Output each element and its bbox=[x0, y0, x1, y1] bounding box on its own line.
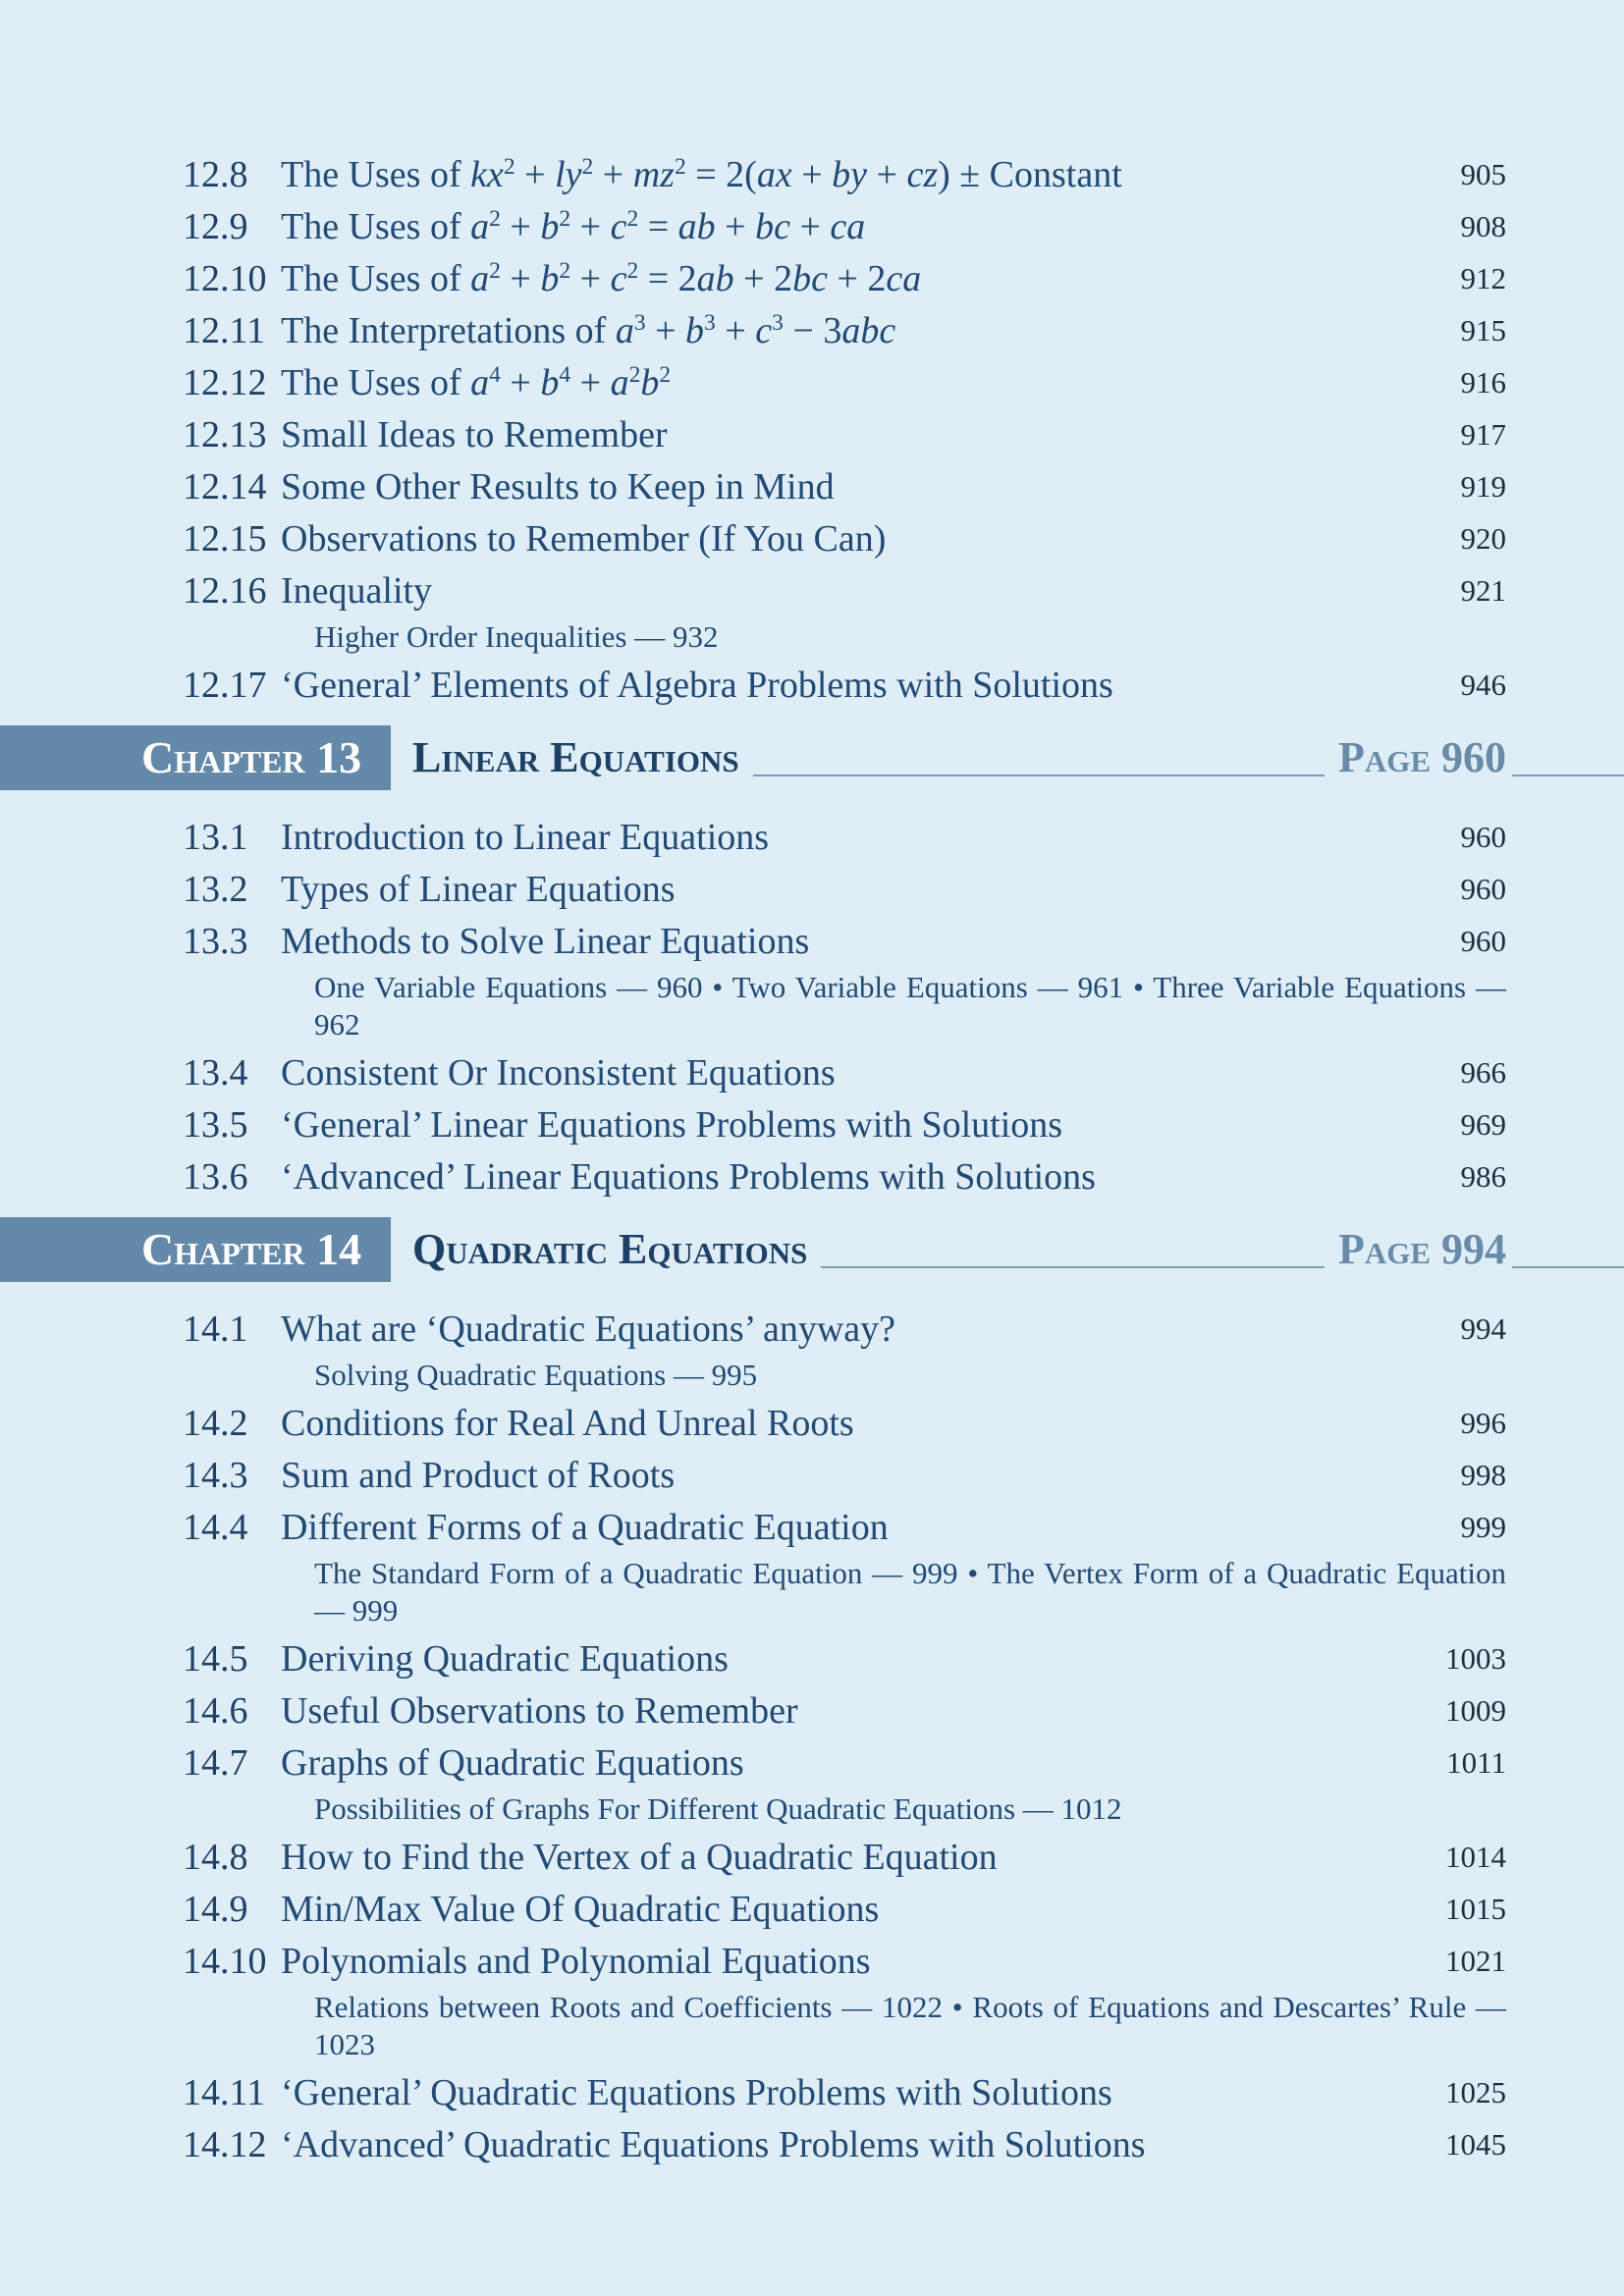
toc-entry bbox=[0, 658, 1624, 710]
section-title: ‘Advanced’ Quadratic Equations Problems with Solutions bbox=[281, 2124, 1146, 2165]
section-number: 12.8 bbox=[183, 154, 248, 195]
page-number: 994 bbox=[1460, 1311, 1506, 1346]
section-title: Polynomials and Polynomial Equations bbox=[281, 1941, 871, 1982]
chapter-14-page: Page 994 bbox=[1337, 1225, 1506, 1273]
section-number: 13.4 bbox=[183, 1052, 248, 1094]
section-title: How to Find the Vertex of a Quadratic Equation bbox=[281, 1837, 998, 1878]
page-number: 917 bbox=[1460, 417, 1506, 452]
section-number: 12.9 bbox=[183, 206, 248, 247]
section-number: 12.12 bbox=[183, 362, 267, 403]
page-number: 960 bbox=[1460, 872, 1506, 906]
section-number: 12.13 bbox=[183, 414, 267, 455]
section-title: The Uses of $a^2 + b^2 + c^2 = 2ab + 2bc + 2ca$ bbox=[281, 258, 922, 299]
toc-entry bbox=[0, 1500, 1624, 1631]
toc-entry bbox=[0, 1683, 1624, 1735]
toc-entry bbox=[0, 147, 1624, 199]
section-title: Introduction to Linear Equations bbox=[281, 817, 770, 858]
page-number: 986 bbox=[1460, 1159, 1506, 1194]
page-number: 920 bbox=[1460, 521, 1506, 556]
section-title: Observations to Remember (If You Can) bbox=[281, 518, 887, 560]
toc-entry bbox=[0, 303, 1624, 355]
chapter-14-rule bbox=[821, 1266, 1325, 1268]
page-number: 919 bbox=[1460, 469, 1506, 504]
toc-entry bbox=[0, 1396, 1624, 1448]
section-number: 14.6 bbox=[183, 1690, 248, 1732]
section-title: ‘General’ Elements of Algebra Problems with Solutions bbox=[281, 665, 1113, 706]
section-number: 14.3 bbox=[183, 1455, 248, 1496]
page-number: 1003 bbox=[1445, 1641, 1506, 1676]
page-number: 946 bbox=[1460, 667, 1506, 702]
page-number: 908 bbox=[1460, 209, 1506, 243]
section-number: 14.1 bbox=[183, 1308, 248, 1350]
section-number: 13.1 bbox=[183, 817, 248, 858]
section-title: What are ‘Quadratic Equations’ anyway? bbox=[281, 1308, 895, 1350]
page-number: 966 bbox=[1460, 1055, 1506, 1090]
section-title: Sum and Product of Roots bbox=[281, 1455, 676, 1496]
page-number: 915 bbox=[1460, 313, 1506, 347]
page-number: 1025 bbox=[1445, 2075, 1506, 2109]
section-title: The Interpretations of $a^3 + b^3 + c^3 - 3abc$ bbox=[281, 310, 896, 351]
page-number: 999 bbox=[1460, 1510, 1506, 1544]
page-number: 1015 bbox=[1445, 1892, 1506, 1926]
section-title: Types of Linear Equations bbox=[281, 869, 676, 910]
subsection-list: Solving Quadratic Equations — 995 bbox=[314, 1358, 758, 1392]
subsection-list: Relations between Roots and Coefficients — 1022 • Roots of Equations and Descartes’ Rule — 1023 bbox=[314, 1990, 1506, 2061]
section-number: 12.14 bbox=[183, 466, 267, 507]
subsection-list: Possibilities of Graphs For Different Quadratic Equations — 1012 bbox=[314, 1791, 1122, 1826]
chapter-14-title: Quadratic Equations bbox=[412, 1225, 808, 1273]
section-number: 14.2 bbox=[183, 1403, 248, 1444]
section-number: 14.5 bbox=[183, 1638, 248, 1680]
page-number: 998 bbox=[1460, 1458, 1506, 1492]
toc-entry bbox=[0, 1302, 1624, 1396]
section-number: 14.4 bbox=[183, 1507, 248, 1548]
chapter-13-rule-right bbox=[1512, 774, 1624, 776]
toc-entry bbox=[0, 459, 1624, 511]
section-title: Methods to Solve Linear Equations bbox=[281, 921, 810, 962]
toc-entry bbox=[0, 199, 1624, 251]
page-number: 960 bbox=[1460, 820, 1506, 854]
section-title: Conditions for Real And Unreal Roots bbox=[281, 1403, 854, 1444]
section-title: The Uses of $a^4 + b^4 + a^2b^2$ bbox=[281, 362, 672, 403]
section-title: The Uses of $kx^2 + ly^2 + mz^2 = 2(ax$ + by + cz) ± Constant bbox=[281, 154, 1122, 195]
chapter-13-page: Page 960 bbox=[1337, 733, 1506, 781]
page-number: 960 bbox=[1460, 924, 1506, 958]
page-number: 1011 bbox=[1446, 1745, 1506, 1780]
page-number: 969 bbox=[1460, 1107, 1506, 1142]
section-title: ‘Advanced’ Linear Equations Problems with Solutions bbox=[281, 1156, 1096, 1198]
section-number: 14.9 bbox=[183, 1889, 248, 1930]
section-title: Different Forms of a Quadratic Equation bbox=[281, 1507, 889, 1548]
toc-entry bbox=[0, 1448, 1624, 1500]
chapter-14-header bbox=[0, 1217, 1624, 1302]
toc-entry bbox=[0, 1097, 1624, 1149]
page-number: 996 bbox=[1460, 1406, 1506, 1440]
chapter-13-title: Linear Equations bbox=[412, 733, 739, 781]
page-number: 912 bbox=[1460, 261, 1506, 295]
chapter-13-label: Chapter 13 bbox=[0, 725, 391, 790]
section-number: 14.12 bbox=[183, 2124, 267, 2165]
toc-entry bbox=[0, 862, 1624, 914]
page-number: 905 bbox=[1460, 157, 1506, 191]
section-number: 12.11 bbox=[183, 310, 266, 351]
page-number: 1009 bbox=[1445, 1693, 1506, 1728]
toc-entry bbox=[0, 563, 1624, 658]
toc-entry bbox=[0, 355, 1624, 407]
page-number: 1021 bbox=[1445, 1944, 1506, 1978]
chapter-14-entry-list bbox=[0, 1302, 1624, 2169]
section-title: ‘General’ Quadratic Equations Problems with Solutions bbox=[281, 2072, 1112, 2113]
page-number: 916 bbox=[1460, 365, 1506, 400]
section-title: ‘General’ Linear Equations Problems with Solutions bbox=[281, 1104, 1063, 1146]
section-title: The Uses of $a^2 + b^2 + c^2$ = ab + bc + ca bbox=[281, 206, 866, 247]
section-number: 14.7 bbox=[183, 1742, 248, 1784]
section-title: Consistent Or Inconsistent Equations bbox=[281, 1052, 836, 1094]
subsection-list: The Standard Form of a Quadratic Equation — 999 • The Vertex Form of a Quadratic Equation — 999 bbox=[314, 1556, 1506, 1628]
section-title: Small Ideas to Remember bbox=[281, 414, 668, 455]
toc-entry bbox=[0, 2065, 1624, 2117]
toc-entry bbox=[0, 1149, 1624, 1201]
page-number: 1045 bbox=[1445, 2127, 1506, 2162]
toc-entry bbox=[0, 914, 1624, 1045]
section-number: 13.2 bbox=[183, 869, 248, 910]
section-number: 12.10 bbox=[183, 258, 267, 299]
toc-entry bbox=[0, 1631, 1624, 1683]
section-number: 14.11 bbox=[183, 2072, 266, 2113]
toc-entry bbox=[0, 251, 1624, 303]
subsection-list: One Variable Equations — 960 • Two Variable Equations — 961 • Three Variable Equations — 962 bbox=[314, 970, 1506, 1041]
section-number: 14.10 bbox=[183, 1941, 267, 1982]
section-title: Inequality bbox=[281, 570, 433, 612]
section-title: Deriving Quadratic Equations bbox=[281, 1638, 729, 1680]
toc-entry bbox=[0, 1934, 1624, 2065]
toc-entry bbox=[0, 2117, 1624, 2169]
section-title: Graphs of Quadratic Equations bbox=[281, 1742, 744, 1784]
toc-entry bbox=[0, 407, 1624, 459]
section-number: 12.16 bbox=[183, 570, 267, 612]
section-title: Useful Observations to Remember bbox=[281, 1690, 798, 1732]
section-number: 12.15 bbox=[183, 518, 267, 560]
toc-entry bbox=[0, 1045, 1624, 1097]
toc-entry bbox=[0, 1830, 1624, 1882]
section-title: Min/Max Value Of Quadratic Equations bbox=[281, 1889, 880, 1930]
subsection-list: Higher Order Inequalities — 932 bbox=[314, 619, 719, 654]
chapter-13-entry-list bbox=[0, 810, 1624, 1201]
section-number: 12.17 bbox=[183, 665, 267, 706]
toc-entry bbox=[0, 1735, 1624, 1830]
toc-entry bbox=[0, 810, 1624, 862]
section-number: 14.8 bbox=[183, 1837, 248, 1878]
chapter-13-header bbox=[0, 725, 1624, 810]
page-number: 1014 bbox=[1445, 1840, 1506, 1874]
section-number: 13.5 bbox=[183, 1104, 248, 1146]
chapter-12-entry-list bbox=[0, 0, 1624, 710]
toc-entry bbox=[0, 511, 1624, 563]
section-title: Some Other Results to Keep in Mind bbox=[281, 466, 835, 507]
chapter-13-rule bbox=[753, 774, 1325, 776]
page-number: 921 bbox=[1460, 573, 1506, 608]
section-number: 13.6 bbox=[183, 1156, 248, 1198]
toc-entry bbox=[0, 1882, 1624, 1934]
chapter-14-label: Chapter 14 bbox=[0, 1217, 391, 1282]
chapter-14-rule-right bbox=[1512, 1266, 1624, 1268]
section-number: 13.3 bbox=[183, 921, 248, 962]
